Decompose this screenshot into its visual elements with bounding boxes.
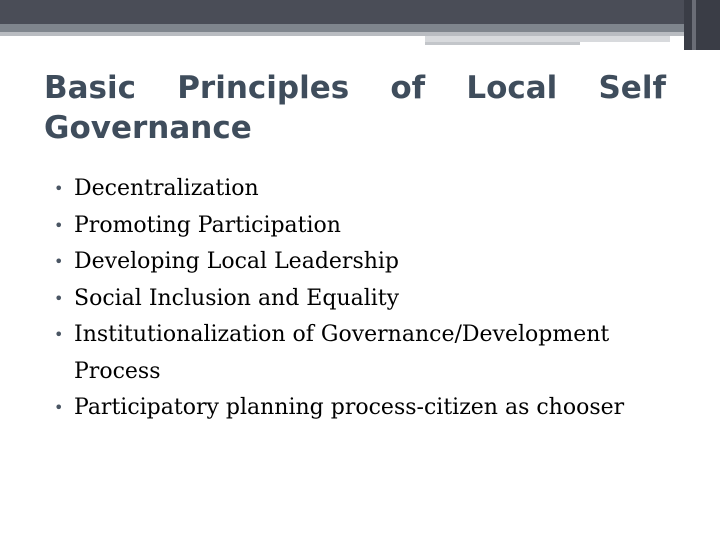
bullet-list [50, 171, 690, 427]
bullet-dot-icon: • [54, 215, 64, 235]
bullet-item [50, 317, 690, 390]
bullet-dot-icon: • [54, 179, 64, 198]
bullet-text: Participatory planning process-citizen as chooser [74, 395, 625, 420]
slide-title-line-1 [44, 68, 666, 108]
bullet-text-continuation: Process [74, 358, 161, 384]
bullet-text: Decentralization [74, 176, 259, 201]
slide-title-line-2: Governance [44, 110, 252, 146]
bullet-dot-icon: • [54, 252, 64, 271]
bullet-dot-icon: • [54, 325, 64, 344]
top-right-decorative-block [684, 0, 720, 50]
title-word: Basic [44, 70, 137, 106]
bullet-text: Developing Local Leadership [74, 249, 400, 274]
bullet-text: Promoting Participation [74, 212, 341, 238]
title-word: Principles [177, 70, 350, 106]
title-word: Local [466, 70, 558, 106]
top-decorative-band [0, 0, 720, 24]
bullet-item [50, 281, 690, 318]
title-word: Self [598, 70, 666, 106]
bullet-dot-icon: • [54, 288, 64, 308]
bullet-dot-icon: • [54, 398, 64, 417]
decorative-strip [425, 42, 580, 45]
bullet-item [50, 171, 690, 208]
bullet-item [50, 244, 690, 281]
decorative-strip [0, 24, 684, 32]
slide-title [44, 68, 666, 148]
title-word: of [390, 70, 426, 106]
bullet-text: Social Inclusion and Equality [74, 285, 400, 311]
bullet-text: Institutionalization of Governance/Development [74, 322, 610, 347]
bullet-item [50, 390, 690, 427]
bullet-item [50, 208, 690, 245]
